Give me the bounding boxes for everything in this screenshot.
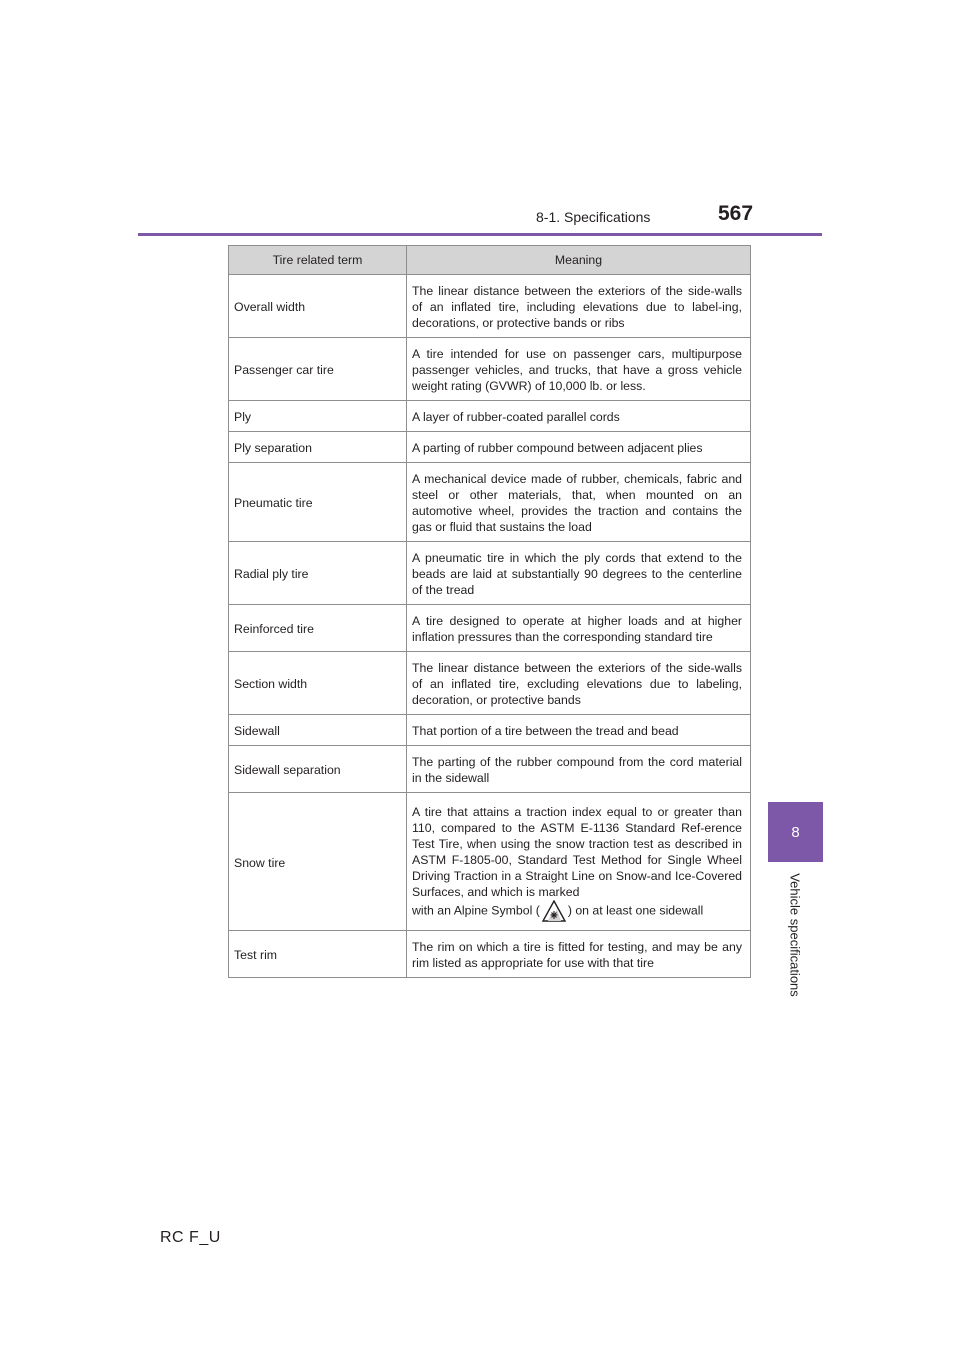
- meaning-cell: The linear distance between the exteriors of the side-walls of an inflated tire, including elevations due to label-ing, decorations, or protective bands or ribs: [407, 275, 751, 338]
- term-cell: Test rim: [229, 931, 407, 978]
- table-row: [229, 746, 751, 793]
- term-cell: Section width: [229, 652, 407, 715]
- meaning-text-symbol-prefix: with an Alpine Symbol (: [412, 902, 540, 917]
- table-row: [229, 401, 751, 432]
- table-row: [229, 715, 751, 746]
- meaning-cell: That portion of a tire between the tread and bead: [407, 715, 751, 746]
- table-row: [229, 542, 751, 605]
- meaning-text: A tire that attains a traction index equal to or greater than 110, compared to the ASTM E-1136 Standard Ref-erence Test Tire, when using the snow traction test as described in ASTM F-1805-00, Standard Test Method for Single Wheel Driving Traction in a Straight Line on Snow-and Ice-Covered Surfaces, and which is marked: [412, 804, 742, 899]
- table-row: [229, 463, 751, 542]
- table-header-row: [229, 246, 751, 275]
- term-cell: Ply: [229, 401, 407, 432]
- table-row: [229, 432, 751, 463]
- section-title: 8-1. Specifications: [536, 209, 651, 225]
- model-code: RC F_U: [160, 1229, 221, 1246]
- term-cell: Passenger car tire: [229, 338, 407, 401]
- table-row: [229, 338, 751, 401]
- table-row: [229, 605, 751, 652]
- meaning-text-symbol-suffix: ) on at least one sidewall: [567, 902, 704, 917]
- term-cell: Ply separation: [229, 432, 407, 463]
- meaning-cell: The linear distance between the exteriors of the side-walls of an inflated tire, excluding elevations due to labeling, decoration, or protective bands: [407, 652, 751, 715]
- term-cell: Snow tire: [229, 793, 407, 931]
- column-header-term: Tire related term: [229, 246, 407, 275]
- table-row: [229, 793, 751, 931]
- table-row: [229, 931, 751, 978]
- meaning-cell: A parting of rubber compound between adjacent plies: [407, 432, 751, 463]
- column-header-meaning: Meaning: [407, 246, 751, 275]
- meaning-cell: A layer of rubber-coated parallel cords: [407, 401, 751, 432]
- meaning-cell: A tire designed to operate at higher loads and at higher inflation pressures than the corresponding standard tire: [407, 605, 751, 652]
- term-cell: Sidewall: [229, 715, 407, 746]
- page-number: 567: [718, 202, 754, 225]
- tire-terms-table: [228, 245, 751, 978]
- term-cell: Sidewall separation: [229, 746, 407, 793]
- table-row: [229, 652, 751, 715]
- meaning-cell: The parting of the rubber compound from the cord material in the sidewall: [407, 746, 751, 793]
- header-divider: [138, 233, 822, 236]
- chapter-title: Vehicle specifications: [787, 873, 803, 997]
- term-cell: Radial ply tire: [229, 542, 407, 605]
- chapter-tab: [768, 802, 823, 862]
- table-row: [229, 275, 751, 338]
- meaning-cell: The rim on which a tire is fitted for testing, and may be any rim listed as appropriate for use with that tire: [407, 931, 751, 978]
- meaning-cell: A pneumatic tire in which the ply cords that extend to the beads are laid at substantially 90 degrees to the centerline of the tread: [407, 542, 751, 605]
- meaning-cell: [407, 793, 751, 931]
- term-cell: Overall width: [229, 275, 407, 338]
- meaning-cell: A tire intended for use on passenger cars, multipurpose passenger vehicles, and trucks, that have a gross vehicle weight rating (GVWR) of 10,000 lb. or less.: [407, 338, 751, 401]
- term-cell: Reinforced tire: [229, 605, 407, 652]
- term-cell: Pneumatic tire: [229, 463, 407, 542]
- alpine-symbol-icon: [542, 900, 566, 922]
- chapter-number: 8: [791, 823, 800, 841]
- meaning-cell: A mechanical device made of rubber, chemicals, fabric and steel or other materials, that, when mounted on an automotive wheel, provides the traction and contains the gas or fluid that sustains the load: [407, 463, 751, 542]
